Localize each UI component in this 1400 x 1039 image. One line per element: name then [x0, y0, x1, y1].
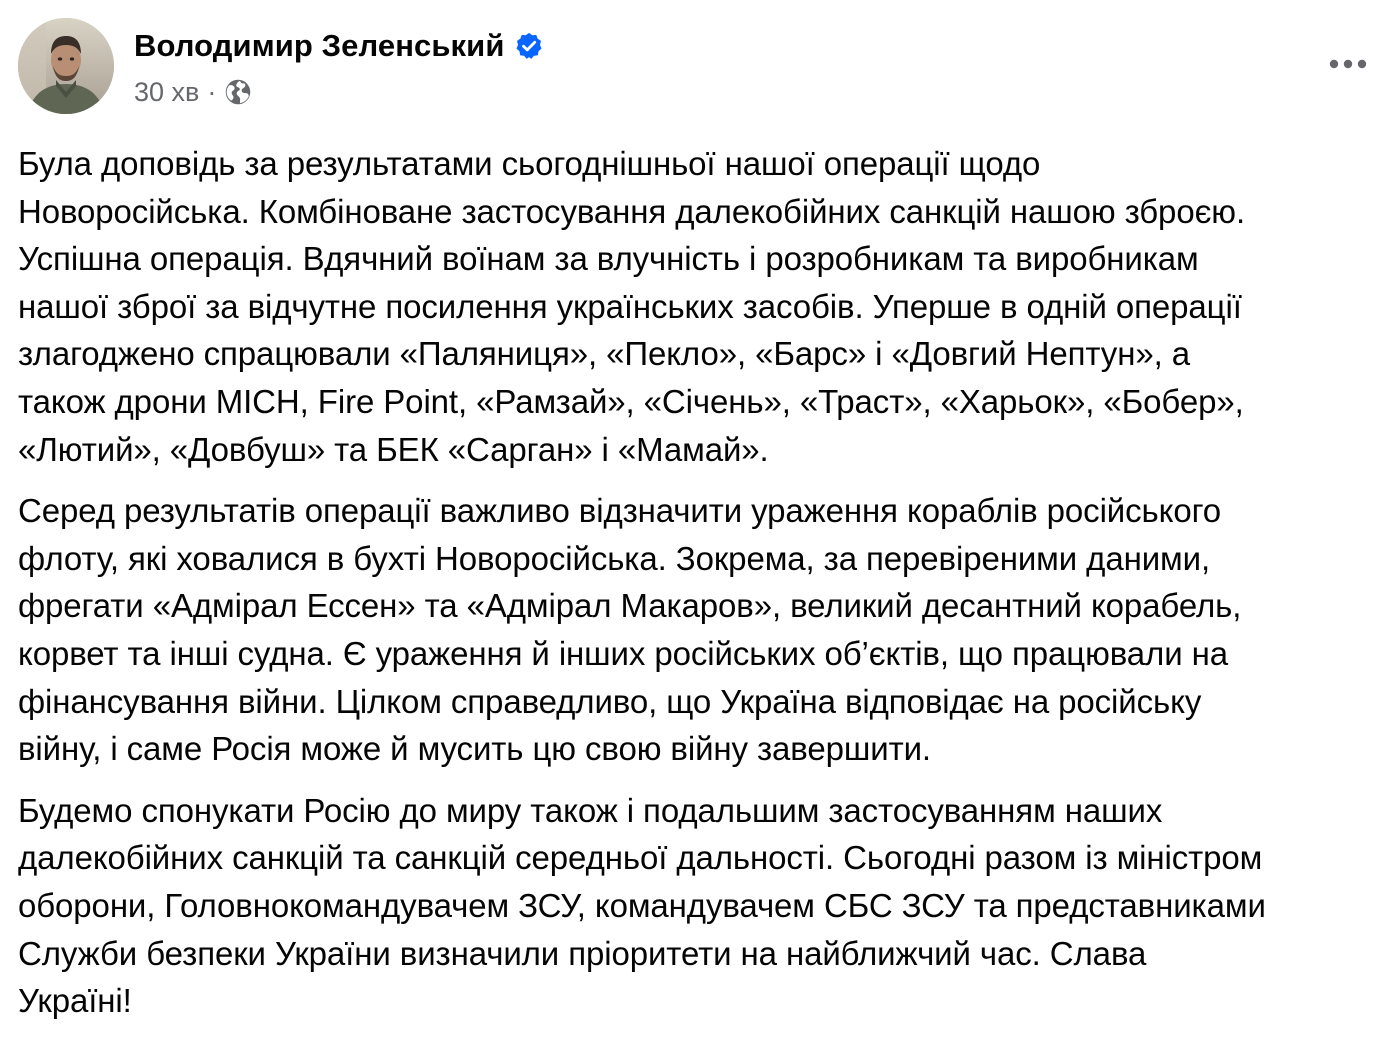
- verified-badge-icon: [514, 31, 544, 61]
- author-avatar[interactable]: [18, 18, 114, 114]
- author-line: [134, 24, 544, 68]
- more-options-button[interactable]: [1324, 46, 1372, 82]
- globe-icon[interactable]: [224, 78, 252, 106]
- post-meta: [134, 74, 252, 110]
- avatar-photo: [18, 18, 114, 114]
- post-timestamp[interactable]: 30 хв: [134, 76, 200, 107]
- more-horizontal-icon: [1328, 58, 1368, 70]
- meta-separator: ·: [207, 76, 217, 107]
- post-header: [18, 18, 1372, 118]
- post-paragraph: Будемо спонукати Росію до миру також і подальшим застосуванням наших далекобійних санкцій та санкцій середньої дальності. Сьогодні разом із міністром оборони, Головнокомандувачем ЗСУ, командувачем СБС ЗСУ та представниками Служби безпеки України визначили пріоритети на найближчий час. Слава Україні!: [18, 791, 1266, 1020]
- post-paragraph: Була доповідь за результатами сьогоднішньої нашої операції щодо Новоросійська. Комбіноване застосування далекобійних санкцій нашою зброєю. Успішна операція. Вдячний воїнам за влучність і розробникам та виробникам нашої зброї за відчутне посилення українських засобів. Уперше в одній операції злагоджено спрацювали «Паляниця», «Пекло», «Барс» і «Довгий Нептун», а також дрони МІСН, Fire Point, «Рамзай», «Січень», «Траст», «Харьок», «Бобер», «Лютий», «Довбуш» та БЕК «Сарган» і «Мамай».: [18, 145, 1246, 468]
- author-name[interactable]: Володимир Зеленський: [134, 28, 505, 63]
- post-paragraph: Серед результатів операції важливо відзначити ураження кораблів російського флоту, які ховалися в бухті Новоросійська. Зокрема, за перевіреними даними, фрегати «Адмірал Ессен» та «Адмірал Макаров», великий десантний корабель, корвет та інші судна. Є ураження й інших російських об’єктів, що працювали на фінансування війни. Цілком справедливо, що Україна відповідає на російську війну, і саме Росія може й мусить цю свою війну завершити.: [18, 492, 1242, 768]
- post-body: [18, 140, 1390, 1039]
